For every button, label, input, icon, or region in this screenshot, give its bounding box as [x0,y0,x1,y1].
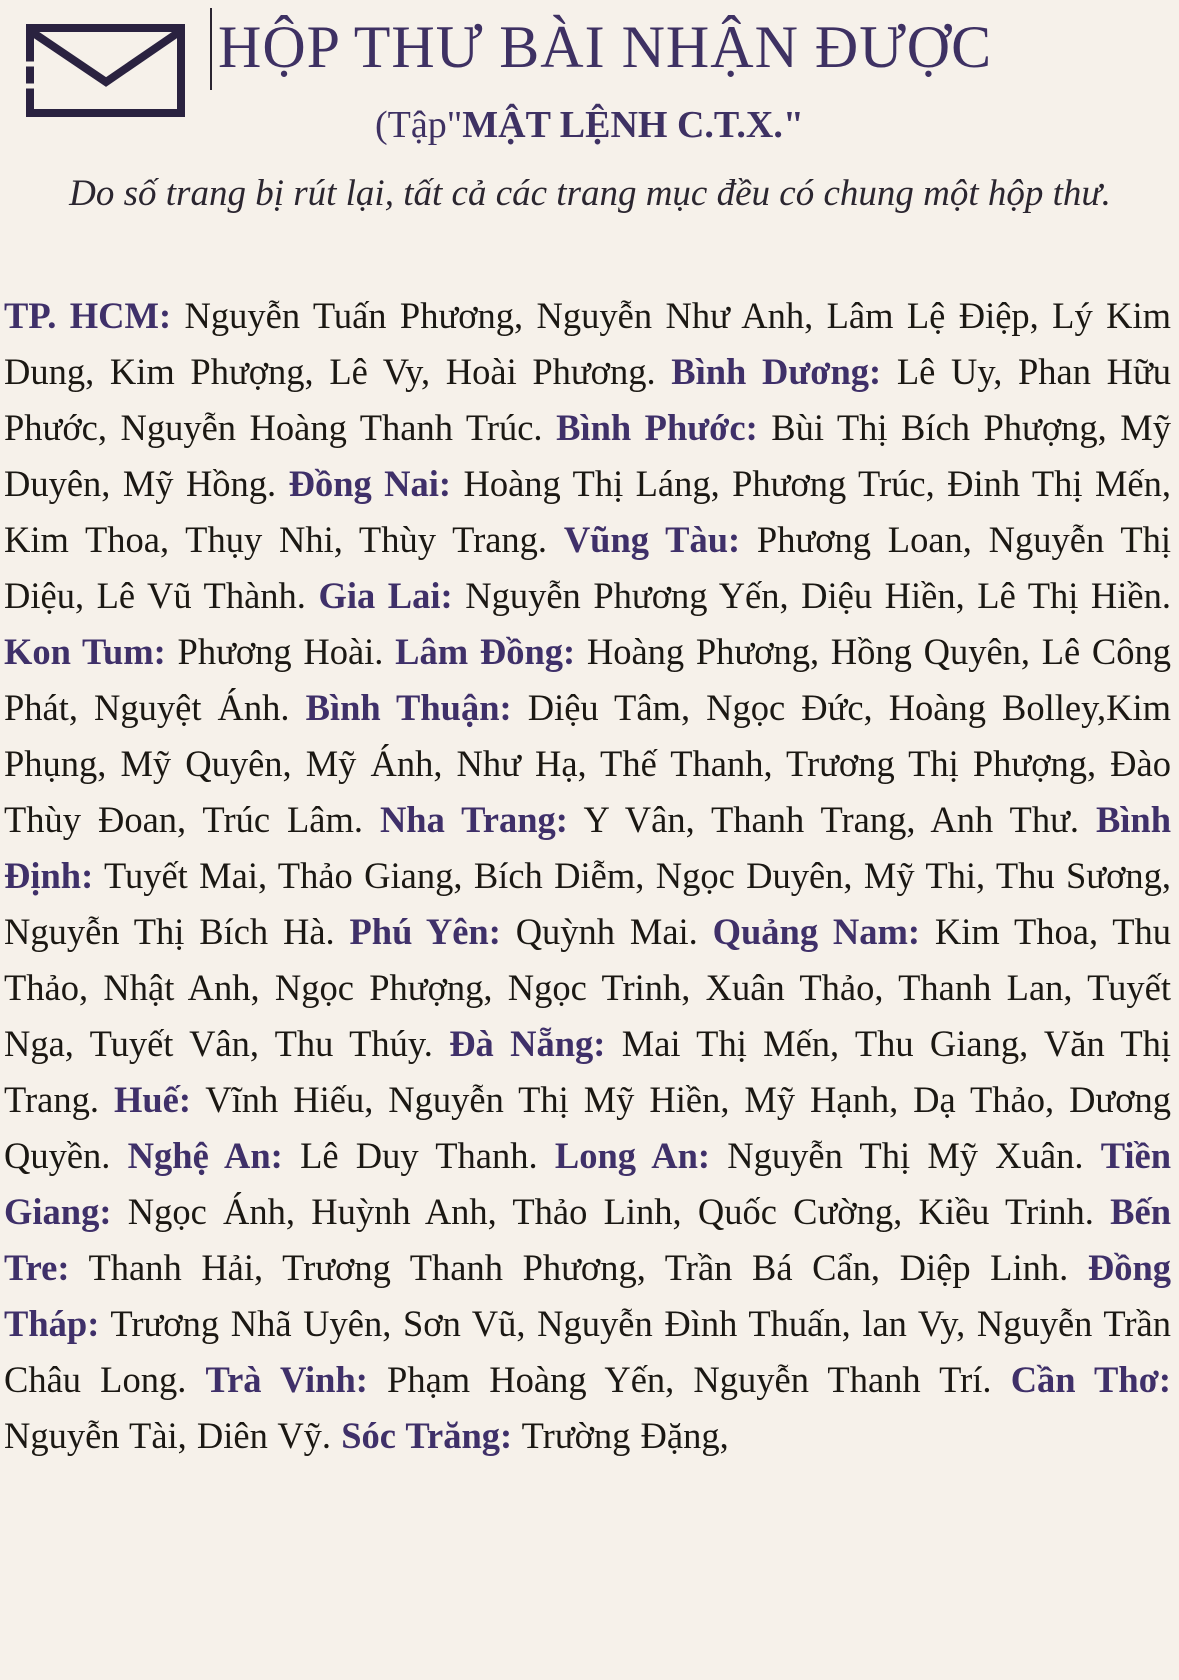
contributor-names: Diệu Tâm, Ngọc Đức, Hoàng Bolley,Kim Phụng, Mỹ Quyên, Mỹ Ánh, Như Hạ, Thế Thanh, Trương Thị Phượng, Đào Thùy Đoan, Trúc Lâm. [4,687,1172,840]
contributor-names: Mai Thị Mến, Thu Giang, Văn Thị Trang. [4,1023,1172,1120]
contributor-names: Ngọc Ánh, Huỳnh Anh, Thảo Linh, Quốc Cường, Kiều Trinh. [127,1191,1094,1232]
contributor-names: Thanh Hải, Trương Thanh Phương, Trần Bá Cẩn, Diệp Linh. [88,1247,1069,1288]
region-name: Long An: [554,1135,711,1176]
contributor-names: Bùi Thị Bích Phượng, Mỹ Duyên, Mỹ Hồng. [4,407,1171,504]
title-divider [210,8,212,90]
region-name: Trà Vinh: [205,1359,368,1400]
contributor-names: Quỳnh Mai. [515,911,698,952]
intro-note: Do số trang bị rút lại, tất cả các trang mục đều có chung một hộp thư. [69,173,1111,214]
contributor-names: Nguyễn Tuấn Phương, Nguyễn Như Anh, Lâm Lệ Điệp, Lý Kim Dung, Kim Phượng, Lê Vy, Hoài Phương. [4,295,1171,392]
contributor-names: Y Vân, Thanh Trang, Anh Thư. [583,799,1079,840]
region-name: Sóc Trăng: [341,1415,513,1456]
region-name: Đồng Nai: [288,463,452,504]
region-name: Bình Dương: [671,351,882,392]
contributor-names: Nguyễn Phương Yến, Diệu Hiền, Lê Thị Hiền. [465,575,1172,616]
contributor-names: Phương Loan, Nguyễn Thị Diệu, Lê Vũ Thành. [4,519,1172,616]
contributor-names: Lê Uy, Phan Hữu Phước, Nguyễn Hoàng Thanh Trúc. [4,351,1172,448]
region-name: Nha Trang: [379,799,568,840]
subtitle-prefix: (Tập" [375,104,463,146]
contributor-list [4,288,1171,1464]
subtitle [0,100,1179,150]
contributor-names: Hoàng Phương, Hồng Quyên, Lê Công Phát, Nguyệt Ánh. [4,631,1172,728]
contributor-names: Nguyễn Thị Mỹ Xuân. [727,1135,1084,1176]
contributor-names: Trương Nhã Uyên, Sơn Vũ, Nguyễn Đình Thuấn, lan Vy, Nguyễn Trần Châu Long. [4,1303,1172,1400]
region-name: Tiền Giang: [4,1135,1172,1232]
region-name: Quảng Nam: [712,911,921,952]
contributor-names: Trường Đặng, [521,1415,729,1456]
contributor-names: Vĩnh Hiếu, Nguyễn Thị Mỹ Hiền, Mỹ Hạnh, Dạ Thảo, Dương Quyền. [4,1079,1172,1176]
region-name: Cần Thơ: [1010,1359,1172,1400]
region-name: Kon Tum: [4,631,166,672]
contributor-names: Nguyễn Tài, Diên Vỹ. [4,1415,332,1456]
region-name: Bình Thuận: [305,687,512,728]
contributor-names: Phạm Hoàng Yến, Nguyễn Thanh Trí. [387,1359,992,1400]
contributor-names: Kim Thoa, Thu Thảo, Nhật Anh, Ngọc Phượng, Ngọc Trinh, Xuân Thảo, Thanh Lan, Tuyết Nga, Tuyết Vân, Thu Thúy. [4,911,1172,1064]
contributor-names: Lê Duy Thanh. [300,1135,538,1176]
subtitle-set-name: MẬT LỆNH C.T.X." [462,104,804,146]
region-name: TP. HCM: [4,295,172,336]
region-name: Nghệ An: [127,1135,283,1176]
region-name: Huế: [113,1079,191,1120]
contributor-names: Tuyết Mai, Thảo Giang, Bích Diễm, Ngọc Duyên, Mỹ Thi, Thu Sương, Nguyễn Thị Bích Hà. [4,855,1171,952]
region-name: Bình Định: [4,799,1172,896]
region-name: Bến Tre: [4,1191,1172,1288]
region-name: Đà Nẵng: [449,1023,606,1064]
region-name: Phú Yên: [349,911,501,952]
region-name: Đồng Tháp: [4,1247,1172,1344]
region-name: Vũng Tàu: [563,519,741,560]
region-name: Bình Phước: [556,407,758,448]
region-name: Lâm Đồng: [395,631,576,672]
page-title: HỘP THƯ BÀI NHẬN ĐƯỢC [218,14,993,80]
contributor-names: Hoàng Thị Láng, Phương Trúc, Đinh Thị Mến, Kim Thoa, Thụy Nhi, Thùy Trang. [4,463,1172,560]
contributor-names: Phương Hoài. [177,631,384,672]
region-name: Gia Lai: [318,575,453,616]
